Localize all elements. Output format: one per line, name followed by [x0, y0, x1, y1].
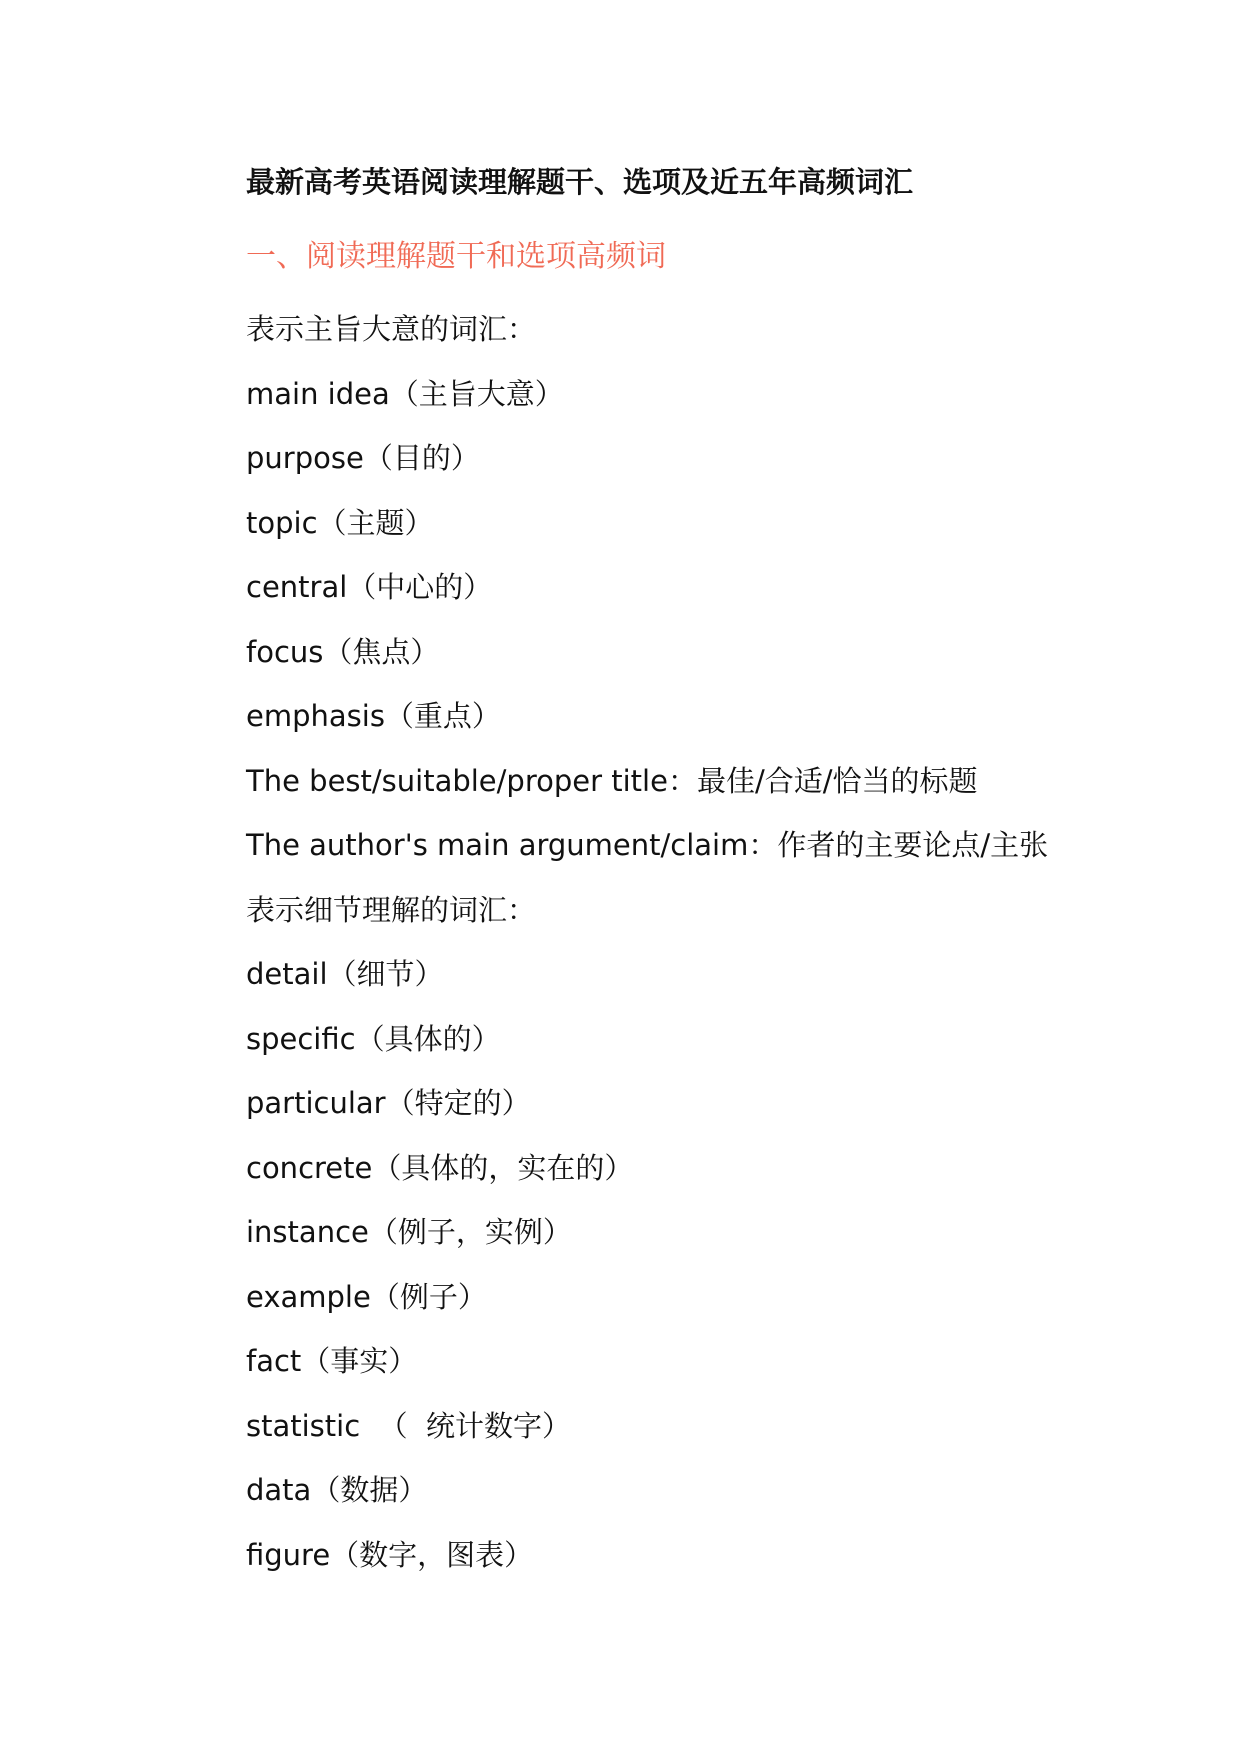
vocab-line: detail（细节）	[246, 957, 444, 991]
vocab-line: figure（数字，图表）	[246, 1537, 534, 1572]
vocab-line: The author's main argument/claim：作者的主要论点/主张	[246, 828, 1049, 862]
document-content	[246, 160, 1146, 1587]
category-label-main-idea: 表示主旨大意的词汇：	[246, 312, 537, 346]
document-title: 最新高考英语阅读理解题干、选项及近五年高频词汇	[246, 165, 914, 199]
vocab-line: specific（具体的）	[246, 1021, 501, 1056]
vocab-line: data（数据）	[246, 1473, 428, 1507]
vocab-line: fact（事实）	[246, 1344, 418, 1378]
vocab-line: instance（例子，实例）	[246, 1215, 572, 1249]
vocab-line: focus（焦点）	[246, 634, 440, 669]
vocab-line: emphasis（重点）	[246, 699, 501, 733]
vocab-line: The best/suitable/proper title：最佳/合适/恰当的标题	[246, 763, 978, 798]
vocab-line: topic（主题）	[246, 505, 434, 540]
category-label-detail: 表示细节理解的词汇：	[246, 892, 537, 927]
vocab-line: main idea（主旨大意）	[246, 376, 564, 411]
vocab-line: purpose（目的）	[246, 441, 480, 475]
section-heading: 一、阅读理解题干和选项高频词	[246, 239, 666, 274]
vocab-line: example（例子）	[246, 1279, 487, 1314]
vocab-line: particular（特定的）	[246, 1086, 531, 1120]
vocab-line: statistic （ 统计数字）	[246, 1408, 572, 1443]
vocab-line: concrete（具体的，实在的）	[246, 1150, 634, 1185]
vocab-line: central（中心的）	[246, 570, 493, 604]
